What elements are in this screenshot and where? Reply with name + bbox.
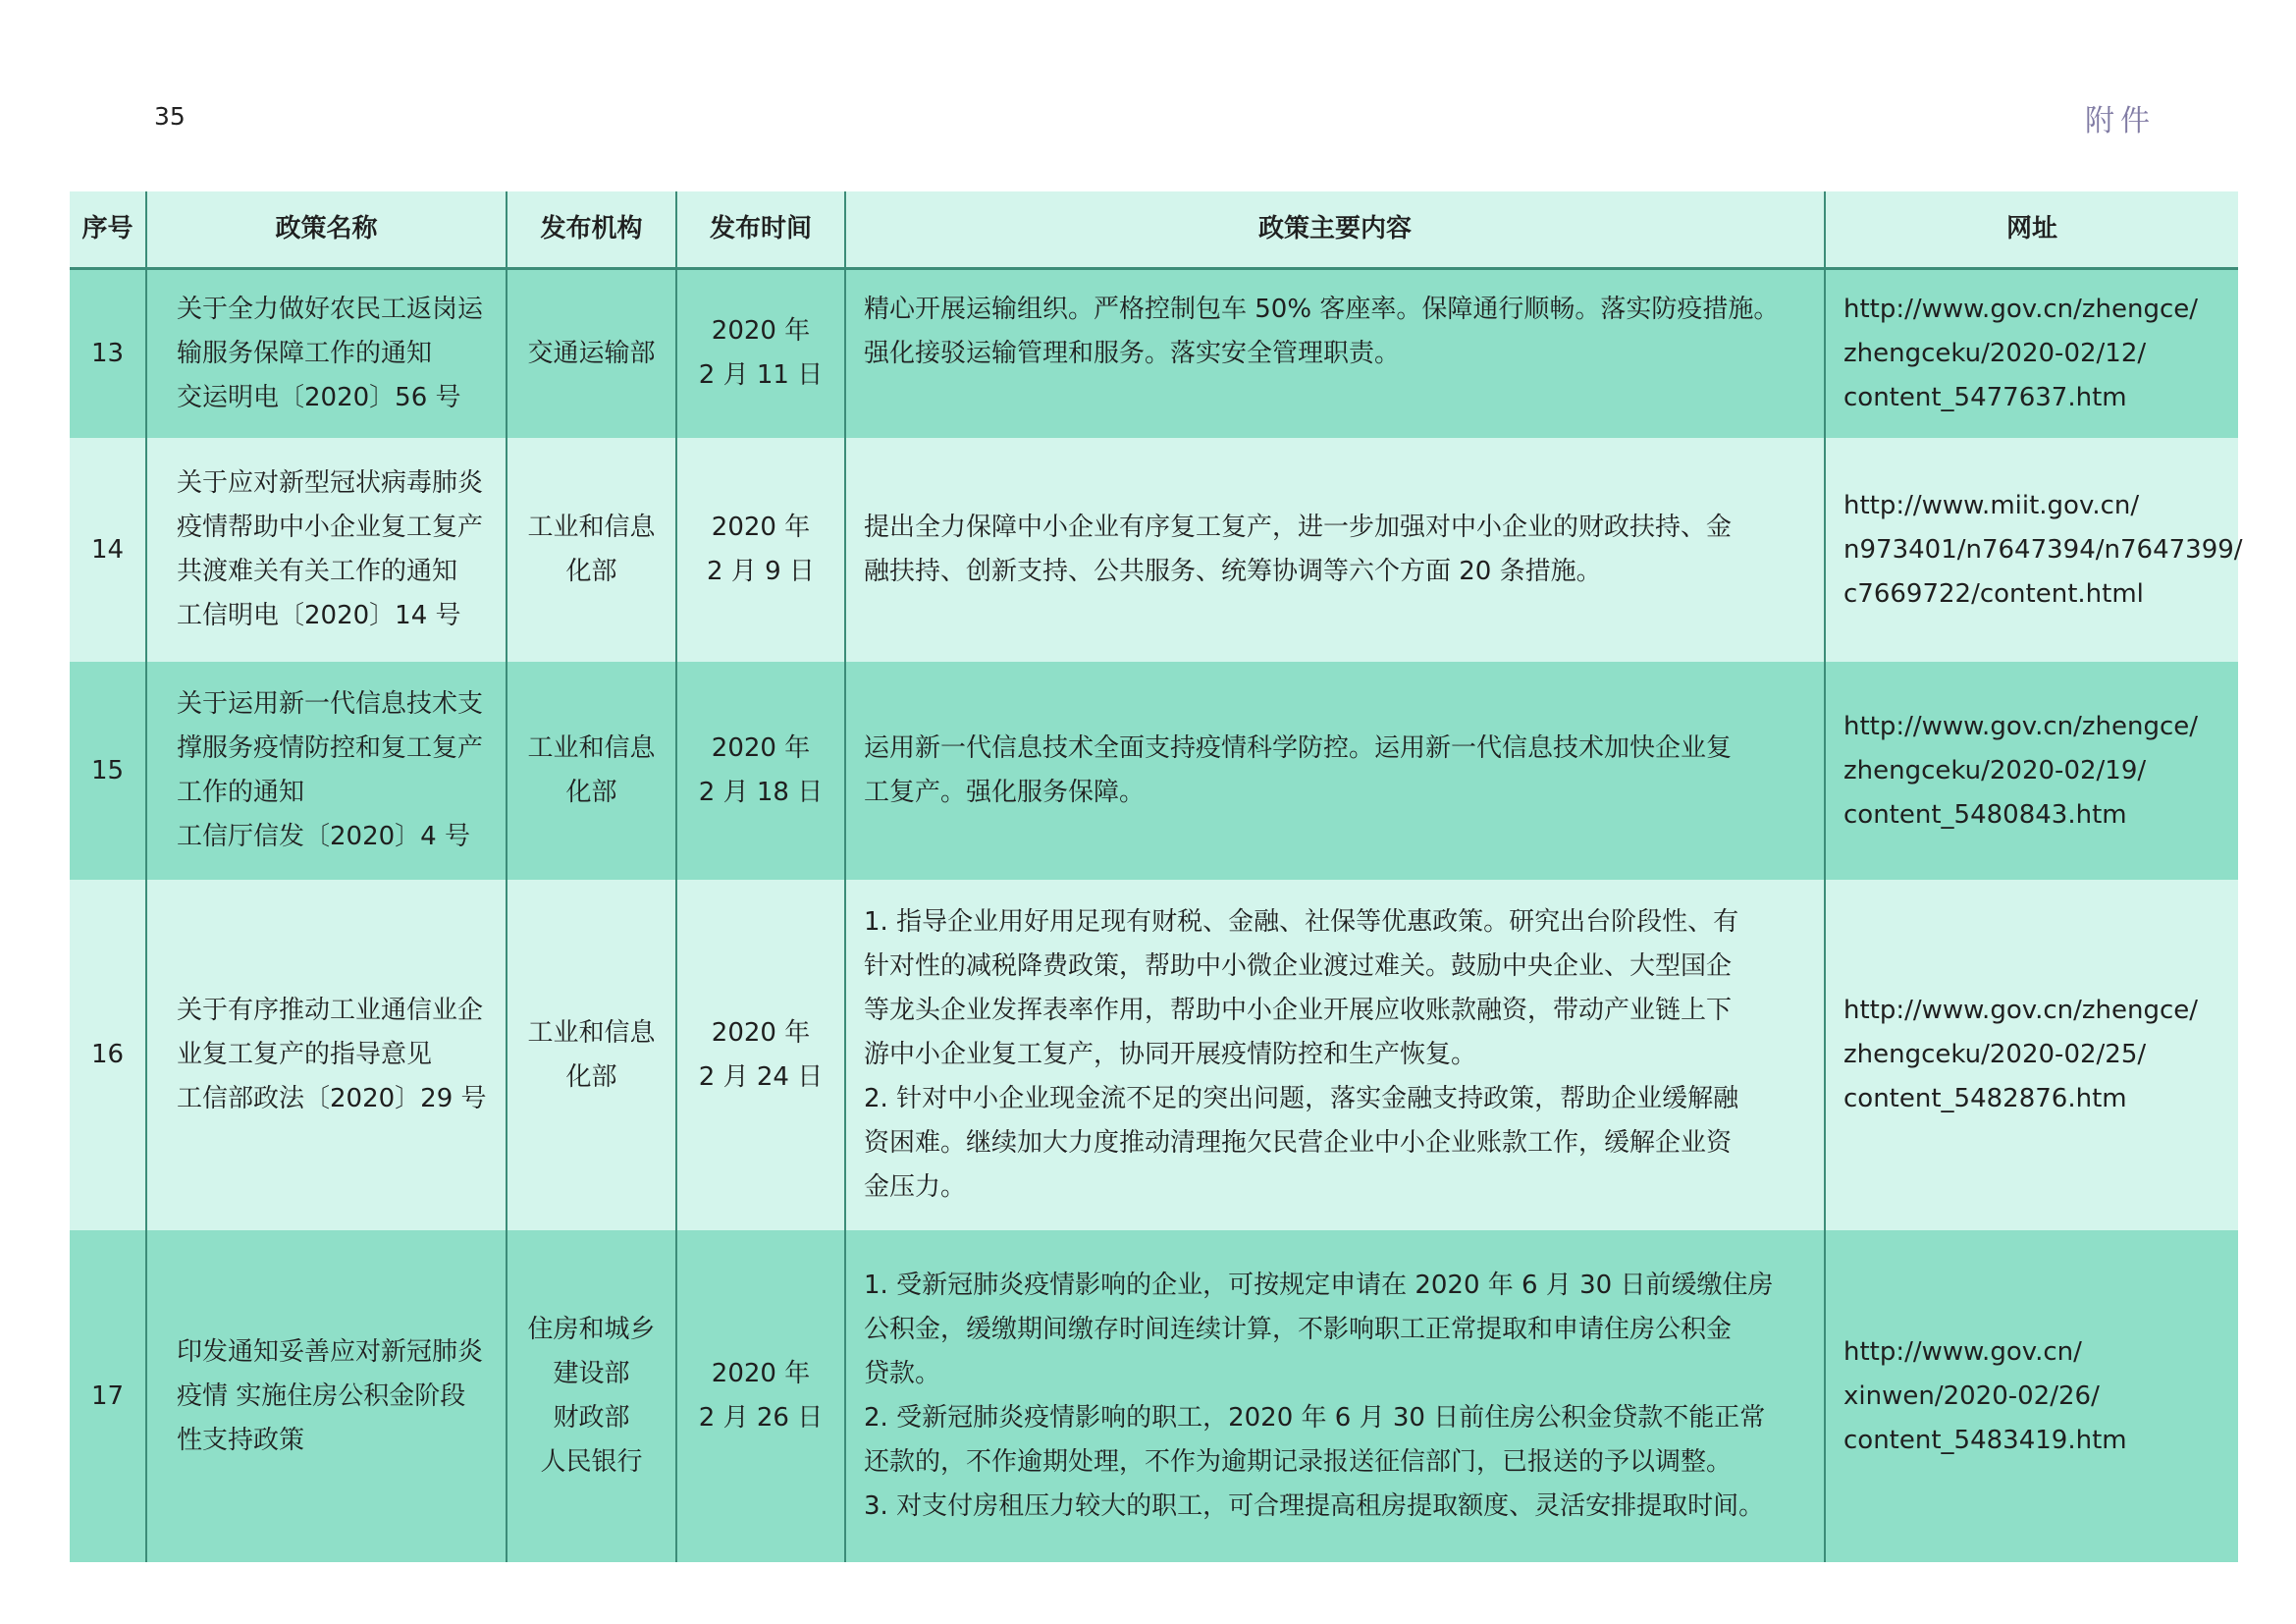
policy-name bbox=[146, 268, 507, 438]
text-line: 工信厅信发〔2020〕4 号 bbox=[177, 822, 470, 851]
text-line: 工业和信息 bbox=[527, 733, 656, 763]
text-line: zhengceku/2020-02/12/ bbox=[1843, 338, 2147, 368]
text-line: 工复产。强化服务保障。 bbox=[864, 778, 1146, 807]
policy-url[interactable] bbox=[1825, 880, 2238, 1230]
table-row bbox=[70, 662, 2238, 880]
release-date bbox=[676, 438, 845, 662]
release-date bbox=[676, 662, 845, 880]
section-label: 附件 bbox=[2085, 104, 2156, 138]
issuing-agency bbox=[507, 662, 676, 880]
policy-table bbox=[70, 191, 2243, 1562]
text-line: c7669722/content.html bbox=[1843, 578, 2144, 609]
policy-name bbox=[146, 662, 507, 880]
text-line: 人民银行 bbox=[540, 1447, 643, 1477]
text-line: 工作的通知 bbox=[177, 778, 305, 807]
text-line: 融扶持、创新支持、公共服务、统筹协调等六个方面 20 条措施。 bbox=[864, 557, 1602, 586]
text-line: 贷款。 bbox=[864, 1359, 941, 1388]
text-line: 2020 年 bbox=[711, 1017, 811, 1048]
text-line: 3. 对支付房租压力较大的职工，可合理提高租房提取额度、灵活安排提取时间。 bbox=[864, 1491, 1765, 1521]
row-number: 17 bbox=[90, 1380, 125, 1411]
main-content bbox=[845, 662, 1825, 880]
text-line: 还款的，不作逾期处理，不作为逾期记录报送征信部门，已报送的予以调整。 bbox=[864, 1447, 1733, 1477]
header-main-content: 政策主要内容 bbox=[845, 191, 1825, 268]
text-line: 2 月 26 日 bbox=[698, 1403, 824, 1433]
issuing-agency bbox=[507, 438, 676, 662]
text-line: 化部 bbox=[565, 1061, 617, 1092]
text-line: http://www.gov.cn/zhengce/ bbox=[1843, 711, 2199, 741]
row-number: 15 bbox=[90, 755, 125, 785]
text-line: 输服务保障工作的通知 bbox=[177, 338, 433, 368]
release-date bbox=[676, 1230, 845, 1562]
issuing-agency bbox=[507, 1230, 676, 1562]
text-line: 强化接驳运输管理和服务。落实安全管理职责。 bbox=[864, 338, 1401, 368]
text-line: n973401/n7647394/n7647399/ bbox=[1843, 534, 2243, 565]
main-content bbox=[845, 438, 1825, 662]
text-line: 2 月 24 日 bbox=[698, 1061, 824, 1092]
text-line bbox=[864, 376, 1806, 420]
text-line: 2020 年 bbox=[711, 1359, 811, 1388]
text-line: 金压力。 bbox=[864, 1172, 967, 1202]
text-line: 交运明电〔2020〕56 号 bbox=[177, 382, 461, 412]
text-line: http://www.gov.cn/zhengce/ bbox=[1843, 996, 2199, 1025]
text-line: xinwen/2020-02/26/ bbox=[1843, 1380, 2100, 1411]
text-line: 化部 bbox=[565, 557, 617, 586]
text-line: 疫情帮助中小企业复工复产 bbox=[177, 513, 484, 542]
text-line: 共渡难关有关工作的通知 bbox=[177, 557, 458, 586]
text-line: 性支持政策 bbox=[177, 1425, 305, 1455]
table-row bbox=[70, 1230, 2238, 1562]
policy-url[interactable] bbox=[1825, 662, 2238, 880]
header-release-date: 发布时间 bbox=[676, 191, 845, 268]
header-issuing-agency: 发布机构 bbox=[507, 191, 676, 268]
header-policy-name: 政策名称 bbox=[146, 191, 507, 268]
text-line: 2020 年 bbox=[711, 513, 811, 542]
main-content bbox=[845, 268, 1825, 438]
text-line: 提出全力保障中小企业有序复工复产，进一步加强对中小企业的财政扶持、金 bbox=[864, 513, 1733, 542]
text-line: 关于应对新型冠状病毒肺炎 bbox=[177, 468, 484, 498]
text-line: 住房和城乡 bbox=[527, 1315, 656, 1344]
text-line: content_5477637.htm bbox=[1843, 382, 2127, 412]
text-line: 交通运输部 bbox=[527, 338, 656, 368]
row-number: 16 bbox=[90, 1040, 125, 1069]
issuing-agency bbox=[507, 268, 676, 438]
main-content bbox=[845, 1230, 1825, 1562]
text-line: 2. 针对中小企业现金流不足的突出问题，落实金融支持政策，帮助企业缓解融 bbox=[864, 1084, 1739, 1113]
text-line: 1. 受新冠肺炎疫情影响的企业，可按规定申请在 2020 年 6 月 30 日前缓缴住房 bbox=[864, 1271, 1774, 1300]
text-line: 撑服务疫情防控和复工复产 bbox=[177, 733, 484, 763]
text-line: 关于运用新一代信息技术支 bbox=[177, 689, 484, 719]
text-line: 关于全力做好农民工返岗运 bbox=[177, 294, 484, 324]
text-line: 游中小企业复工复产，协同开展疫情防控和生产恢复。 bbox=[864, 1040, 1477, 1069]
text-line: 等龙头企业发挥表率作用，帮助中小企业开展应收账款融资，带动产业链上下 bbox=[864, 996, 1733, 1025]
text-line: content_5482876.htm bbox=[1843, 1084, 2127, 1113]
text-line: http://www.gov.cn/zhengce/ bbox=[1843, 294, 2199, 324]
text-line: 工业和信息 bbox=[527, 513, 656, 542]
text-line: 针对性的减税降费政策，帮助中小微企业渡过难关。鼓励中央企业、大型国企 bbox=[864, 951, 1733, 981]
text-line: 财政部 bbox=[553, 1403, 630, 1433]
text-line: zhengceku/2020-02/19/ bbox=[1843, 755, 2147, 785]
text-line: 2. 受新冠肺炎疫情影响的职工，2020 年 6 月 30 日前住房公积金贷款不能正常 bbox=[864, 1403, 1766, 1433]
table-row bbox=[70, 880, 2238, 1230]
text-line: 精心开展运输组织。严格控制包车 50% 客座率。保障通行顺畅。落实防疫措施。 bbox=[864, 294, 1780, 324]
text-line: 印发通知妥善应对新冠肺炎 bbox=[177, 1336, 484, 1367]
table-row bbox=[70, 438, 2238, 662]
release-date bbox=[676, 880, 845, 1230]
policy-url[interactable] bbox=[1825, 438, 2243, 662]
text-line: content_5480843.htm bbox=[1843, 799, 2127, 830]
text-line: 工业和信息 bbox=[527, 1017, 656, 1048]
header-number: 序号 bbox=[70, 191, 146, 268]
policy-url[interactable] bbox=[1825, 1230, 2238, 1562]
main-content bbox=[845, 880, 1825, 1230]
text-line: content_5483419.htm bbox=[1843, 1425, 2127, 1455]
policy-name bbox=[146, 438, 507, 662]
text-line: 1. 指导企业用好用足现有财税、金融、社保等优惠政策。研究出台阶段性、有 bbox=[864, 907, 1739, 937]
policy-name bbox=[146, 1230, 507, 1562]
text-line: http://www.gov.cn/ bbox=[1843, 1336, 2082, 1367]
text-line: 化部 bbox=[565, 778, 617, 807]
release-date bbox=[676, 268, 845, 438]
text-line: 运用新一代信息技术全面支持疫情科学防控。运用新一代信息技术加快企业复 bbox=[864, 733, 1733, 763]
text-line: 2020 年 bbox=[711, 316, 811, 347]
text-line: 关于有序推动工业通信业企 bbox=[177, 996, 484, 1025]
policy-url[interactable] bbox=[1825, 268, 2238, 438]
text-line: 2020 年 bbox=[711, 733, 811, 763]
text-line: 业复工复产的指导意见 bbox=[177, 1040, 433, 1069]
text-line: 疫情 实施住房公积金阶段 bbox=[177, 1380, 466, 1411]
text-line: 公积金，缓缴期间缴存时间连续计算，不影响职工正常提取和申请住房公积金 bbox=[864, 1315, 1733, 1344]
text-line: http://www.miit.gov.cn/ bbox=[1843, 490, 2140, 520]
text-line: 2 月 9 日 bbox=[707, 557, 815, 586]
text-line: 资困难。继续加大力度推动清理拖欠民营企业中小企业账款工作，缓解企业资 bbox=[864, 1128, 1733, 1158]
text-line: 2 月 11 日 bbox=[698, 360, 824, 391]
text-line: zhengceku/2020-02/25/ bbox=[1843, 1040, 2147, 1069]
text-line: 工信部政法〔2020〕29 号 bbox=[177, 1084, 487, 1113]
table-row bbox=[70, 268, 2238, 438]
text-line: 2 月 18 日 bbox=[698, 778, 824, 807]
row-number: 13 bbox=[90, 338, 125, 368]
issuing-agency bbox=[507, 880, 676, 1230]
row-number: 14 bbox=[90, 534, 125, 565]
page-number: 35 bbox=[154, 102, 186, 131]
text-line: 建设部 bbox=[553, 1359, 630, 1388]
header-url: 网址 bbox=[1825, 191, 2238, 268]
text-line: 工信明电〔2020〕14 号 bbox=[177, 601, 461, 630]
policy-name bbox=[146, 880, 507, 1230]
table-header-row bbox=[70, 191, 2238, 268]
